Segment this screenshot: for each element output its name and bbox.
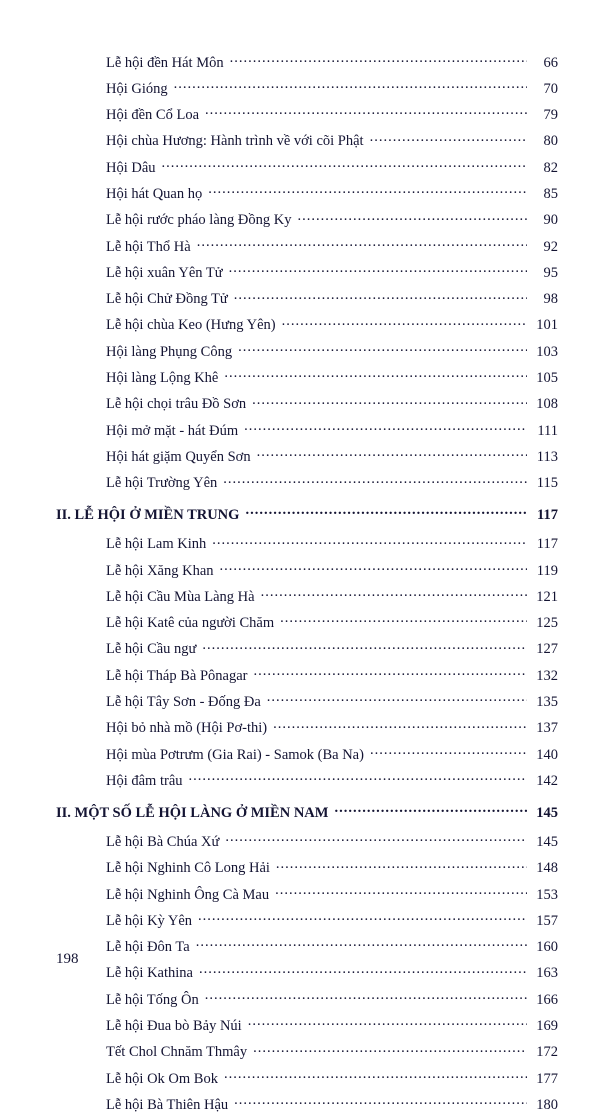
toc-leader-dots — [253, 665, 527, 680]
toc-entry-title: Lễ hội Lam Kinh — [106, 536, 207, 553]
toc-entry[interactable] — [56, 1042, 558, 1060]
toc-leader-dots — [205, 105, 527, 120]
toc-entry-page-number: 157 — [536, 912, 558, 929]
toc-entry-page-number: 119 — [536, 562, 558, 579]
toc-entry-page-number: 177 — [536, 1070, 558, 1087]
toc-leader-dots — [370, 744, 527, 759]
toc-entry[interactable] — [56, 534, 558, 552]
toc-leader-dots — [234, 289, 527, 304]
toc-entry-title: Lễ hội rước pháo làng Đồng Ky — [106, 212, 292, 229]
toc-entry-page-number: 127 — [536, 641, 558, 658]
toc-entry[interactable] — [56, 718, 558, 736]
toc-entry-title: Hội Gióng — [106, 80, 168, 97]
toc-entry-title: Lễ hội Xăng Khan — [106, 562, 214, 579]
toc-entry[interactable] — [56, 639, 558, 657]
toc-entry[interactable] — [56, 1068, 558, 1086]
toc-entry-page-number: 66 — [543, 54, 558, 71]
toc-entry-page-number: 132 — [536, 667, 558, 684]
toc-entry-page-number: 153 — [536, 886, 558, 903]
toc-entry-page-number: 117 — [537, 507, 558, 524]
toc-entry-page-number: 90 — [543, 212, 558, 229]
toc-entry-title: Hội mở mặt - hát Đúm — [106, 422, 239, 439]
toc-leader-dots — [252, 394, 527, 409]
toc-entry-page-number: 172 — [536, 1044, 558, 1061]
toc-entry[interactable] — [56, 262, 558, 280]
toc-entry-title: Lễ hội Kathina — [106, 965, 193, 982]
toc-entry-title: Lễ hội Nghinh Cô Long Hải — [106, 860, 270, 877]
toc-entry-page-number: 85 — [543, 185, 558, 202]
toc-entry-page-number: 160 — [536, 939, 558, 956]
toc-entry-page-number: 125 — [536, 615, 558, 632]
toc-entry-title: II. MỘT SỐ LỄ HỘI LÀNG Ở MIỀN NAM — [56, 804, 329, 821]
toc-entry-page-number: 82 — [543, 159, 558, 176]
toc-entry[interactable] — [56, 183, 558, 201]
toc-entry-page-number: 79 — [543, 107, 558, 124]
toc-entry-title: Lễ hội Thổ Hà — [106, 238, 191, 255]
toc-entry-title: Lễ hội chùa Keo (Hưng Yên) — [106, 317, 276, 334]
toc-entry-title: Hội hát Quan họ — [106, 185, 203, 202]
toc-entry-title: Hội chùa Hương: Hành trình về với cõi Phật — [106, 133, 364, 150]
toc-entry-title: Lễ hội Ok Om Bok — [106, 1070, 218, 1087]
toc-entry-title: Lễ hội Kỳ Yên — [106, 912, 193, 929]
toc-entry-page-number: 113 — [536, 448, 558, 465]
toc-entry-title: Hội hát giặm Quyển Sơn — [106, 448, 251, 465]
toc-entry-page-number: 70 — [543, 80, 558, 97]
toc-leader-dots — [229, 262, 527, 277]
toc-entry-title: Lễ hội Bà Chúa Xứ — [106, 833, 220, 850]
toc-entry-page-number: 117 — [536, 536, 558, 553]
toc-entry-page-number: 140 — [536, 746, 558, 763]
toc-leader-dots — [212, 534, 527, 549]
toc-entry[interactable] — [56, 446, 558, 464]
toc-entry-title: Hội đâm trâu — [106, 772, 183, 789]
toc-leader-dots — [197, 236, 527, 251]
toc-leader-dots — [202, 639, 527, 654]
toc-entry-page-number: 145 — [536, 833, 558, 850]
toc-leader-dots — [224, 1068, 527, 1083]
toc-entry[interactable] — [56, 963, 558, 981]
toc-entry[interactable] — [56, 368, 558, 386]
toc-leader-dots — [297, 210, 527, 225]
toc-entry-title: Lễ hội Chử Đồng Tử — [106, 291, 228, 308]
toc-entry[interactable] — [56, 131, 558, 149]
toc-entry-page-number: 108 — [536, 396, 558, 413]
toc-leader-dots — [370, 131, 527, 146]
toc-entry-page-number: 103 — [536, 343, 558, 360]
toc-entry-page-number: 145 — [536, 804, 558, 821]
toc-entry-title: Lễ hội Cầu Mùa Làng Hà — [106, 588, 255, 605]
toc-leader-dots — [174, 78, 527, 93]
toc-leader-dots — [224, 368, 527, 383]
toc-entry[interactable] — [56, 52, 558, 70]
toc-entry-page-number: 137 — [536, 720, 558, 737]
toc-entry-title: Lễ hội xuân Yên Tử — [106, 264, 223, 281]
toc-entry-title: Lễ hội chọi trâu Đồ Sơn — [106, 396, 247, 413]
toc-entry-page-number: 115 — [536, 475, 558, 492]
toc-leader-dots — [225, 831, 527, 846]
toc-entry[interactable] — [56, 744, 558, 762]
toc-entry-title: Tết Chol Chnăm Thmây — [106, 1044, 248, 1061]
toc-leader-dots — [280, 613, 527, 628]
toc-leader-dots — [196, 937, 527, 952]
toc-entry-page-number: 148 — [536, 860, 558, 877]
toc-leader-dots — [276, 858, 527, 873]
toc-leader-dots — [273, 718, 527, 733]
toc-entry-page-number: 80 — [543, 133, 558, 150]
toc-entry-page-number: 121 — [536, 588, 558, 605]
toc-entry-title: Lễ hội Cầu ngư — [106, 641, 197, 658]
toc-leader-dots — [199, 963, 527, 978]
toc-entry-title: Lễ hội đền Hát Môn — [106, 54, 224, 71]
toc-entry-page-number: 166 — [536, 991, 558, 1008]
toc-entry-title: Lễ hội Đôn Ta — [106, 939, 190, 956]
toc-entry[interactable] — [56, 1094, 558, 1112]
toc-section-entry[interactable] — [56, 802, 558, 820]
toc-entry[interactable] — [56, 1016, 558, 1034]
toc-entry-title: Lễ hội Trường Yên — [106, 475, 218, 492]
toc-entry-title: Hội đền Cổ Loa — [106, 107, 200, 124]
toc-entry[interactable] — [56, 315, 558, 333]
table-of-contents — [56, 52, 558, 1112]
toc-entry-title: Lễ hội Tây Sơn - Đống Đa — [106, 694, 261, 711]
toc-entry-page-number: 92 — [543, 238, 558, 255]
toc-entry-page-number: 111 — [537, 422, 558, 439]
toc-leader-dots — [282, 315, 527, 330]
toc-entry-title: Lễ hội Tống Ôn — [106, 991, 199, 1008]
toc-leader-dots — [230, 52, 527, 67]
toc-entry-title: Lễ hội Nghinh Ông Cà Mau — [106, 886, 270, 903]
toc-entry[interactable] — [56, 831, 558, 849]
toc-entry-page-number: 142 — [536, 772, 558, 789]
toc-entry[interactable] — [56, 937, 558, 955]
toc-leader-dots — [223, 473, 527, 488]
toc-entry-title: Lễ hội Katê của người Chăm — [106, 615, 275, 632]
toc-entry[interactable] — [56, 560, 558, 578]
toc-entry-page-number: 101 — [536, 317, 558, 334]
toc-entry[interactable] — [56, 473, 558, 491]
toc-entry-title: Lễ hội Đua bò Bảy Núi — [106, 1018, 242, 1034]
toc-entry[interactable] — [56, 210, 558, 228]
toc-leader-dots — [244, 420, 527, 435]
toc-entry[interactable] — [56, 884, 558, 902]
toc-leader-dots — [205, 989, 527, 1004]
toc-entry[interactable] — [56, 341, 558, 359]
toc-entry-title: Hội làng Phụng Công — [106, 343, 233, 360]
toc-entry-page-number: 135 — [536, 694, 558, 711]
toc-entry[interactable] — [56, 236, 558, 254]
page-folio-number: 198 — [56, 951, 79, 967]
toc-leader-dots — [248, 1016, 527, 1031]
toc-entry-page-number: 95 — [543, 264, 558, 281]
toc-entry[interactable] — [56, 613, 558, 631]
toc-entry[interactable] — [56, 910, 558, 928]
toc-leader-dots — [208, 183, 527, 198]
toc-leader-dots — [220, 560, 527, 575]
toc-leader-dots — [238, 341, 527, 356]
toc-entry[interactable] — [56, 157, 558, 175]
toc-entry[interactable] — [56, 858, 558, 876]
toc-entry-title: Hội Dâu — [106, 159, 156, 176]
toc-leader-dots — [162, 157, 527, 172]
toc-entry-title: Lễ hội Bà Thiên Hậu — [106, 1096, 229, 1113]
toc-entry-page-number: 180 — [536, 1096, 558, 1113]
toc-entry[interactable] — [56, 394, 558, 412]
toc-entry-page-number: 169 — [536, 1018, 558, 1034]
toc-leader-dots — [253, 1042, 527, 1057]
toc-entry[interactable] — [56, 586, 558, 604]
toc-entry-title: Hội làng Lộng Khê — [106, 370, 219, 387]
toc-leader-dots — [257, 446, 527, 461]
toc-leader-dots — [245, 505, 527, 520]
toc-entry-title: II. LỄ HỘI Ở MIỀN TRUNG — [56, 507, 240, 524]
toc-entry[interactable] — [56, 105, 558, 123]
toc-leader-dots — [334, 802, 527, 817]
toc-entry[interactable] — [56, 420, 558, 438]
toc-entry-title: Hội bỏ nhà mồ (Hội Pơ-thi) — [106, 720, 268, 737]
toc-leader-dots — [275, 884, 527, 899]
toc-entry[interactable] — [56, 665, 558, 683]
toc-entry[interactable] — [56, 78, 558, 96]
toc-entry-title: Hội mùa Pơtrưm (Gia Rai) - Samok (Ba Na) — [106, 746, 364, 763]
toc-section-entry[interactable] — [56, 505, 558, 523]
toc-leader-dots — [261, 586, 527, 601]
toc-entry[interactable] — [56, 770, 558, 788]
toc-entry[interactable] — [56, 692, 558, 710]
toc-entry-title: Lễ hội Tháp Bà Pônagar — [106, 667, 248, 684]
toc-leader-dots — [234, 1094, 527, 1109]
toc-entry[interactable] — [56, 989, 558, 1007]
toc-leader-dots — [189, 770, 527, 785]
toc-leader-dots — [267, 692, 527, 707]
toc-leader-dots — [198, 910, 527, 925]
toc-entry-page-number: 163 — [536, 965, 558, 982]
toc-entry-page-number: 98 — [543, 291, 558, 308]
toc-entry[interactable] — [56, 289, 558, 307]
toc-entry-page-number: 105 — [536, 370, 558, 387]
